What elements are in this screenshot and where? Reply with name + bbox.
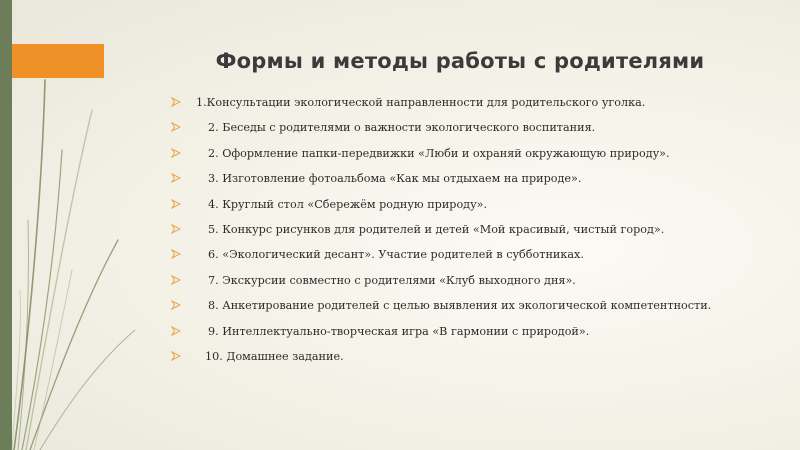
arrowhead-bullet-icon bbox=[171, 97, 181, 107]
slide-title: Формы и методы работы с родителями bbox=[215, 49, 705, 73]
arrowhead-bullet-icon bbox=[171, 122, 181, 132]
arrowhead-bullet-icon bbox=[171, 173, 181, 183]
arrowhead-bullet-icon bbox=[171, 148, 181, 158]
list-item bbox=[171, 293, 771, 318]
list-item bbox=[171, 166, 771, 191]
list-item bbox=[171, 217, 771, 242]
arrowhead-bullet-icon bbox=[171, 249, 181, 259]
list-item bbox=[171, 268, 771, 293]
list-item-text: 2. Беседы с родителями о важности экологического воспитания. bbox=[208, 121, 596, 135]
list-item bbox=[171, 242, 771, 267]
list-item bbox=[171, 141, 771, 166]
list-item-text: 8. Анкетирование родителей с целью выявления их экологической компетентности. bbox=[208, 299, 712, 313]
arrowhead-bullet-icon bbox=[171, 326, 181, 336]
arrowhead-bullet-icon bbox=[171, 199, 181, 209]
list-item bbox=[171, 192, 771, 217]
list-item-text: 5. Конкурс рисунков для родителей и детей «Мой красивый, чистый город». bbox=[208, 222, 665, 236]
list-item-text: 10. Домашнее задание. bbox=[205, 349, 344, 363]
list-item-text: 2. Оформление папки-передвижки «Люби и охраняй окружающую природу». bbox=[208, 146, 670, 160]
list-item-text: 1.Консультации экологической направленности для родительского уголка. bbox=[196, 96, 646, 109]
list-item bbox=[171, 319, 771, 344]
list-item-text: 6. «Экологический десант». Участие родителей в субботниках. bbox=[208, 248, 584, 262]
list-item bbox=[171, 90, 771, 115]
list-item-text: 9. Интеллектуально-творческая игра «В гармонии с природой». bbox=[208, 324, 590, 338]
list-item-text: 7. Экскурсии совместно с родителями «Клуб выходного дня». bbox=[208, 273, 576, 287]
list-item-text: 4. Круглый стол «Сбережём родную природу». bbox=[208, 197, 488, 211]
list-item-text: 3. Изготовление фотоальбома «Как мы отдыхаем на природе». bbox=[208, 172, 582, 186]
arrowhead-bullet-icon bbox=[171, 275, 181, 285]
arrowhead-bullet-icon bbox=[171, 224, 181, 234]
methods-list bbox=[171, 90, 771, 369]
accent-tab bbox=[12, 44, 104, 78]
list-item bbox=[171, 344, 771, 369]
arrowhead-bullet-icon bbox=[171, 300, 181, 310]
arrowhead-bullet-icon bbox=[171, 351, 181, 361]
list-item bbox=[171, 115, 771, 140]
